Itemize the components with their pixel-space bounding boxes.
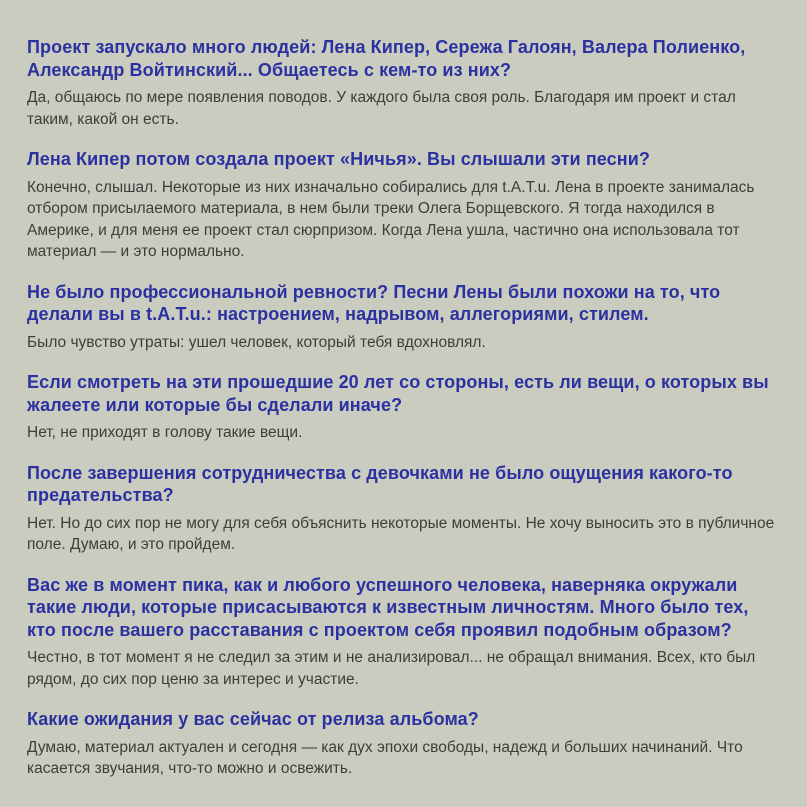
- qa-block: [27, 281, 780, 354]
- interview-answer: Нет, не приходят в голову такие вещи.: [27, 424, 303, 441]
- interview-answer: Думаю, материал актуален и сегодня — как дух эпохи свободы, надежд и больших начинаний. Что касается звучания, что-то можно и освежить.: [27, 738, 743, 777]
- interview-answer: Да, общаюсь по мере появления поводов. У каждого была своя роль. Благодаря им проект и стал таким, какой он есть.: [27, 89, 736, 128]
- interview-answer: Честно, в тот момент я не следил за этим и не анализировал... не обращал внимания. Всех, кто был рядом, до сих пор ценю за интерес и участие.: [27, 649, 756, 688]
- interview-question: Лена Кипер потом создала проект «Ничья». Вы слышали эти песни?: [27, 149, 651, 169]
- interview-answer: Было чувство утраты: ушел человек, который тебя вдохновлял.: [27, 333, 486, 351]
- interview-question: Вас же в момент пика, как и любого успешного человека, наверняка окружали такие люди, которые присасываются к известным личностям. Много было тех, кто после вашего расставания с проектом себя проявил подобным образом?: [27, 574, 749, 640]
- qa-block: [27, 574, 780, 691]
- interview-question: Не было профессиональной ревности? Песни Лены были похожи на то, что делали вы в t.A.T.u.: настроением, надрывом, аллегориями, стилем.: [27, 281, 721, 324]
- qa-block: [27, 462, 780, 556]
- interview-question: Какие ожидания у вас сейчас от релиза альбома?: [27, 709, 479, 729]
- qa-list: [27, 36, 780, 780]
- interview-question: После завершения сотрудничества с девочками не было ощущения какого-то предательства?: [27, 462, 733, 505]
- qa-block: [27, 708, 780, 780]
- qa-block: [27, 36, 780, 130]
- qa-block: [27, 148, 780, 263]
- interview-question: Если смотреть на эти прошедшие 20 лет со стороны, есть ли вещи, о которых вы жалеете или которые бы сделали иначе?: [27, 372, 769, 415]
- interview-answer: Конечно, слышал. Некоторые из них изначально собирались для t.A.T.u. Лена в проекте занималась отбором присылаемого материала, в нем были треки Олега Борщевского. Я тогда находился в Америке, и для меня ее проект стал сюрпризом. Когда Лена ушла, частично она использовала тот материал — и это нормально.: [27, 178, 755, 260]
- qa-block: [27, 371, 780, 444]
- interview-answer: Нет. Но до сих пор не могу для себя объяснить некоторые моменты. Не хочу выносить это в публичное поле. Думаю, и это пройдем.: [27, 514, 775, 553]
- interview-question: Проект запускало много людей: Лена Кипер, Сережа Галоян, Валера Полиенко, Александр Войтинский... Общаетесь с кем-то из них?: [27, 37, 746, 80]
